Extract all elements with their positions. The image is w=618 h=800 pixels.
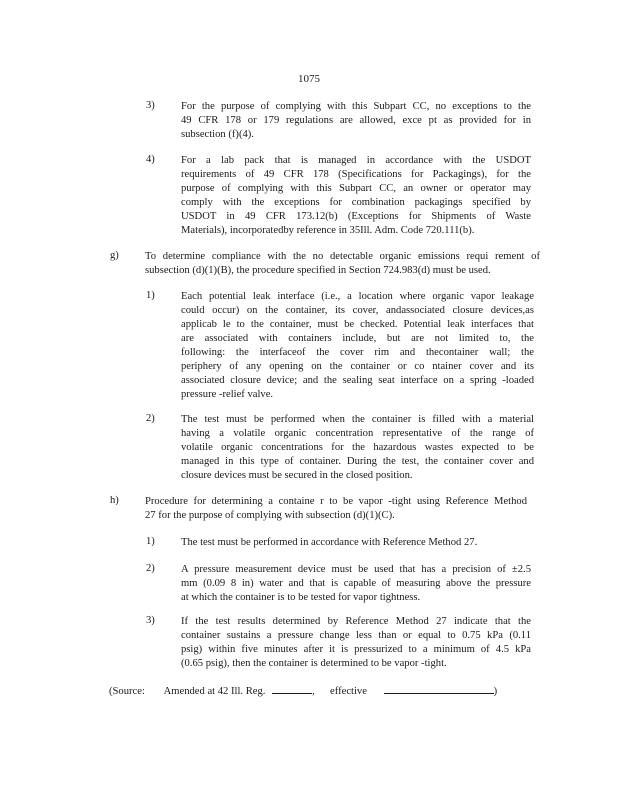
text-line: subsection (d)(1)(B), the procedure specified in Section 724.983(d) must be used. — [145, 265, 491, 276]
item-text — [181, 290, 534, 402]
item-text — [145, 250, 540, 278]
text-line: purpose of complying with this Subpart CC, an owner or operator may — [181, 183, 531, 194]
item-label: 1) — [146, 536, 155, 547]
text-line: If the test results determined by Reference Method 27 indicate that the — [181, 616, 531, 627]
text-line: are associated with containers include, but are not limited to, the — [181, 333, 534, 344]
text-line: Materials), incorporatedby reference in 35Ill. Adm. Code 720.111(b). — [181, 225, 475, 236]
text-line: at which the container is to be tested for vapor tightness. — [181, 592, 421, 603]
text-line: pressure -relief valve. — [181, 389, 274, 400]
text-line: (0.65 psig), then the container is determined to be vapor -tight. — [181, 658, 447, 669]
text-line: The test must be performed when the container is filled with a material — [181, 414, 534, 425]
item-label: h) — [110, 495, 119, 506]
page-number: 1075 — [298, 73, 320, 85]
text-line: Procedure for determining a containe r to be vapor -tight using Reference Method — [145, 496, 527, 507]
item-text — [145, 495, 527, 523]
text-line: comply with the exceptions for combination packagings specified by — [181, 197, 531, 208]
effective-date-blank-line — [384, 683, 494, 694]
item-label: 2) — [146, 563, 155, 574]
item-label: 4) — [146, 154, 155, 165]
text-line: Each potential leak interface (i.e., a location where organic vapor leakage — [181, 291, 534, 302]
item-text — [181, 100, 531, 142]
source-close: ) — [493, 686, 498, 697]
text-line: periphery of any opening on the container or co ntainer cover and its — [181, 361, 534, 372]
text-line: subsection (f)(4). — [181, 129, 254, 140]
register-blank-line — [272, 683, 312, 694]
text-line: To determine compliance with the no detectable organic emissions requi rement of — [145, 251, 540, 262]
item-label: 3) — [146, 100, 155, 111]
text-line: 27 for the purpose of complying with subsection (d)(1)(C). — [145, 510, 395, 521]
text-line: For the purpose of complying with this Subpart CC, no exceptions to the — [181, 101, 531, 112]
source-note — [109, 683, 498, 697]
source-effective: effective — [330, 686, 367, 697]
item-text — [181, 536, 521, 550]
item-text — [181, 615, 531, 671]
text-line: A pressure measurement device must be used that has a precision of ±2.5 — [181, 564, 531, 575]
text-line: psig) within five minutes after it is pressurized to a minimum of 4.5 kPa — [181, 644, 531, 655]
source-comma: , — [312, 686, 315, 697]
item-label: 1) — [146, 290, 155, 301]
item-text — [181, 413, 534, 483]
source-amended: Amended at 42 Ill. Reg. — [163, 686, 266, 697]
item-label: g) — [110, 250, 119, 261]
item-label: 3) — [146, 615, 155, 626]
text-line: managed in this type of container. During the test, the container cover and — [181, 456, 534, 467]
item-text — [181, 563, 531, 605]
text-line: For a lab pack that is managed in accordance with the USDOT — [181, 155, 531, 166]
text-line: associated closure device; and the sealing seat interface on a spring -loaded — [181, 375, 534, 386]
text-line: 49 CFR 178 or 179 regulations are allowed, exce pt as provided for in — [181, 115, 531, 126]
source-prefix: (Source: — [109, 686, 145, 697]
text-line: having a volatile organic concentration representative of the range of — [181, 428, 534, 439]
text-line: volatile organic concentrations for the hazardous wastes expected to be — [181, 442, 534, 453]
item-text — [181, 154, 531, 238]
text-line: container sustains a pressure change less than or equal to 0.75 kPa (0.11 — [181, 630, 531, 641]
text-line: The test must be performed in accordance with Reference Method 27. — [181, 537, 478, 548]
text-line: closure devices must be secured in the closed position. — [181, 470, 413, 481]
item-label: 2) — [146, 413, 155, 424]
text-line: USDOT in 49 CFR 173.12(b) (Exceptions for Shipments of Waste — [181, 211, 531, 222]
text-line: mm (0.09 8 in) water and that is capable of measuring above the pressure — [181, 578, 531, 589]
text-line: could occur) on the container, its cover, andassociated closure devices,as — [181, 305, 534, 316]
text-line: requirements of 49 CFR 178 (Specifications for Packagings), for the — [181, 169, 531, 180]
text-line: following: the interfaceof the cover rim and thecontainer wall; the — [181, 347, 534, 358]
text-line: applicab le to the container, must be checked. Potential leak interfaces that — [181, 319, 534, 330]
